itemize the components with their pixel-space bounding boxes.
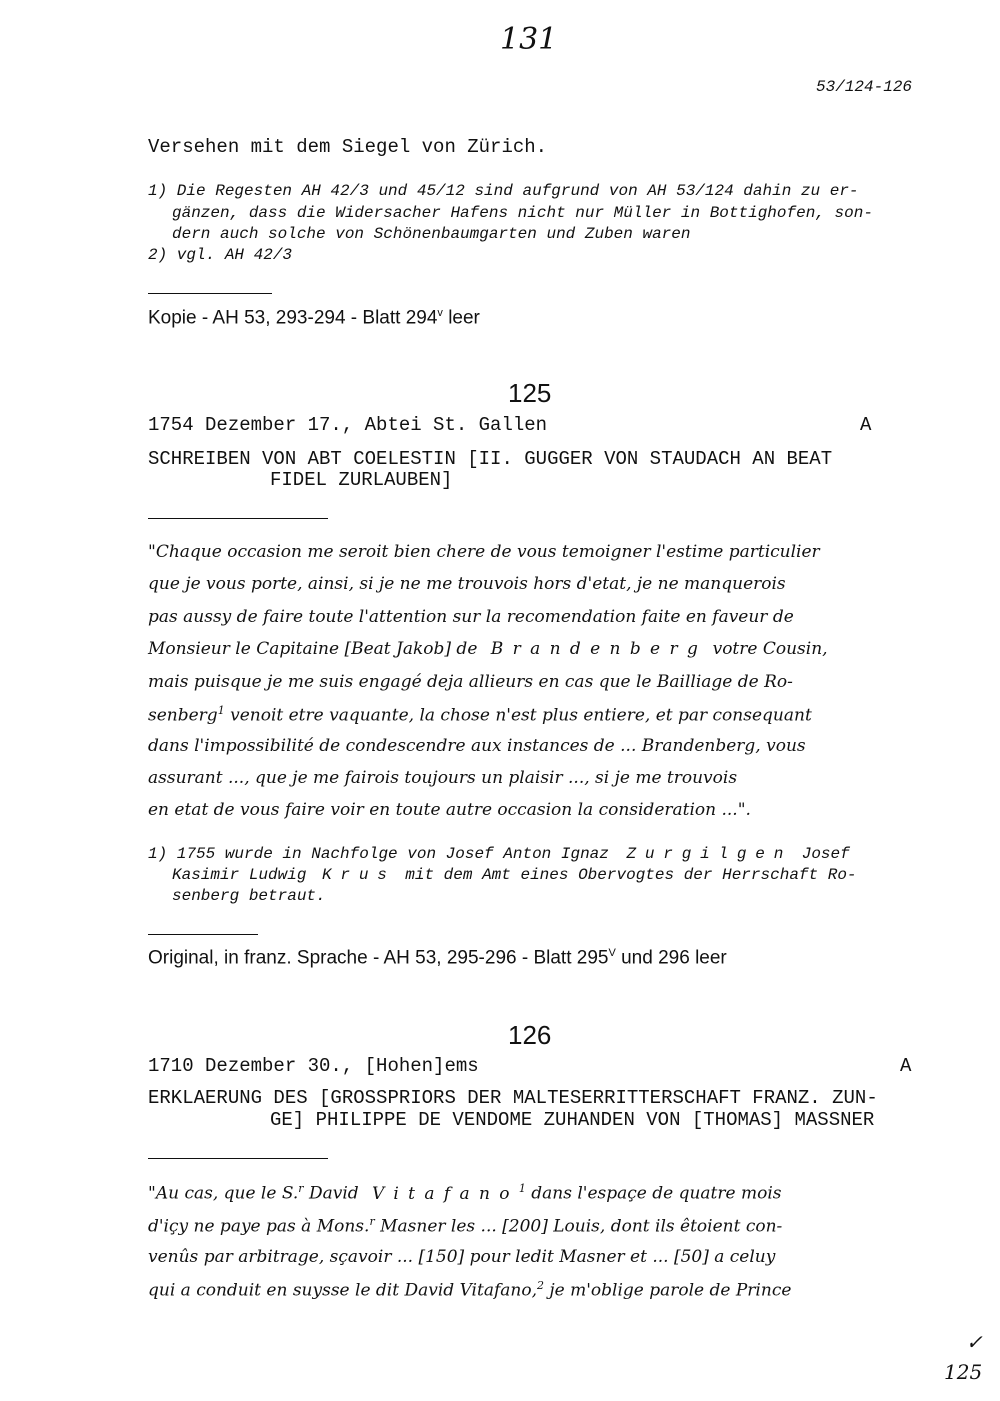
quote-line: mais puisque je me suis engagé deja allieurs en cas que le Bailliage de Ro- — [148, 672, 793, 692]
quote-text: "Au cas, que le S. — [148, 1183, 299, 1204]
quote-text: Masner les ... [200] Louis, dont ils êtoient con- — [374, 1216, 783, 1237]
entry-number: 125 — [508, 378, 552, 408]
quote-line: assurant ..., que je me fairois toujours un plaisir ..., si je me trouvois — [148, 768, 738, 788]
original-line-sup: V — [608, 947, 616, 959]
quote-line — [148, 1279, 791, 1301]
quote-text: dans l'espaçe de quatre mois — [525, 1183, 782, 1204]
entry-number: 126 — [508, 1020, 552, 1050]
divider — [148, 518, 328, 519]
note-line: gänzen, dass die Widersacher Hafens nicht nur Müller in Bottighofen, son- — [172, 204, 873, 222]
quote-text: votre Cousin, — [712, 639, 828, 659]
quote-line: que je vous porte, ainsi, si je ne me trouvois hors d'etat, je ne manquerois — [148, 574, 786, 594]
handwritten-bottom-number: 125 — [944, 1360, 983, 1384]
copy-line-tail: leer — [442, 307, 480, 329]
sup-marker: r — [298, 1182, 304, 1195]
spaced-name: Vitafano — [372, 1183, 519, 1204]
divider — [148, 1158, 328, 1159]
entry-title-line: FIDEL ZURLAUBEN] — [270, 469, 453, 491]
quote-line: dans l'impossibilité de condescendre aux instances de ... Brandenberg, vous — [148, 736, 806, 756]
footnote-line — [148, 845, 850, 863]
entry-type: A — [860, 414, 872, 436]
copy-line-text: Kopie - AH 53, 293-294 - Blatt 294 — [148, 307, 438, 329]
spaced-name: Zurgilgen — [626, 845, 793, 863]
quote-text: Monsieur le Capitaine [Beat Jakob] de — [148, 639, 478, 659]
copy-line — [148, 307, 480, 329]
footnote-marker: 1 — [518, 1182, 526, 1195]
original-line — [148, 947, 727, 969]
footnote-line: senberg betraut. — [172, 887, 326, 905]
quote-text: je m'oblige parole de Prince — [543, 1280, 792, 1301]
spaced-name: Brandenberg — [490, 639, 708, 659]
note-line: 2) vgl. AH 42/3 — [148, 246, 293, 264]
divider — [148, 293, 272, 294]
quote-line: "Chaque occasion me seroit bien chere de vous temoigner l'estime particulier — [148, 542, 820, 562]
note-line: 1) Die Regesten AH 42/3 und 45/12 sind aufgrund von AH 53/124 dahin zu er- — [148, 182, 859, 200]
entry-date-place: 1710 Dezember 30., [Hohen]ems — [148, 1055, 479, 1077]
quote-line: en etat de vous faire voir en toute autre occasion la consideration ...". — [148, 800, 751, 820]
seal-line: Versehen mit dem Siegel von Zürich. — [148, 136, 548, 158]
footnote-line — [172, 866, 857, 884]
entry-type: A — [900, 1055, 912, 1077]
handwritten-page-number: 131 — [500, 22, 558, 57]
footnote-marker: 1 — [217, 704, 225, 717]
sup-marker: r — [369, 1215, 375, 1228]
quote-text: venoit etre vaquante, la chose n'est plus entiere, et par consequant — [230, 705, 812, 726]
note-line: dern auch solche von Schönenbaumgarten und Zuben waren — [172, 225, 691, 243]
quote-line: pas aussy de faire toute l'attention sur la recomendation faite en faveur de — [148, 607, 794, 627]
footnote-marker: 2 — [536, 1279, 544, 1292]
quote-text: d'içy ne paye pas à Mons. — [148, 1216, 370, 1237]
entry-title-line: GE] PHILIPPE DE VENDOME ZUHANDEN VON [THOMAS] MASSNER — [270, 1109, 875, 1131]
footnote-text: Josef — [801, 845, 850, 863]
footnote-text: Kasimir Ludwig — [172, 866, 307, 884]
quote-text: senberg — [148, 705, 218, 726]
footnote-text: mit dem Amt eines Obervogtes der Herrschaft Ro- — [405, 866, 857, 884]
quote-text: qui a conduit en suysse le dit David Vitafano, — [148, 1280, 537, 1301]
original-line-tail: und 296 leer — [615, 947, 727, 969]
divider — [148, 934, 258, 935]
quote-text: David — [303, 1183, 359, 1204]
entry-date-place: 1754 Dezember 17., Abtei St. Gallen — [148, 414, 548, 436]
original-line-text: Original, in franz. Sprache - AH 53, 295-296 - Blatt 295 — [148, 947, 609, 969]
entry-title-line: ERKLAERUNG DES [GROSSPRIORS DER MALTESERRITTERSCHAFT FRANZ. ZUN- — [148, 1087, 878, 1109]
quote-line — [148, 1215, 782, 1237]
spaced-name: Krus — [322, 866, 396, 884]
quote-line — [148, 639, 828, 659]
entry-title-line: SCHREIBEN VON ABT COELESTIN [II. GUGGER VON STAUDACH AN BEAT — [148, 448, 833, 470]
quote-line: venûs par arbitrage, sçavoir ... [150] pour ledit Masner et ... [50] a celuy — [148, 1247, 776, 1267]
quote-line — [148, 704, 812, 726]
copy-line-sup: v — [437, 307, 443, 319]
footnote-text: 1) 1755 wurde in Nachfolge von Josef Anton Ignaz — [148, 845, 609, 863]
quote-line — [148, 1182, 782, 1204]
document-reference: 53/124-126 — [816, 78, 913, 96]
check-mark: ✓ — [966, 1330, 983, 1354]
